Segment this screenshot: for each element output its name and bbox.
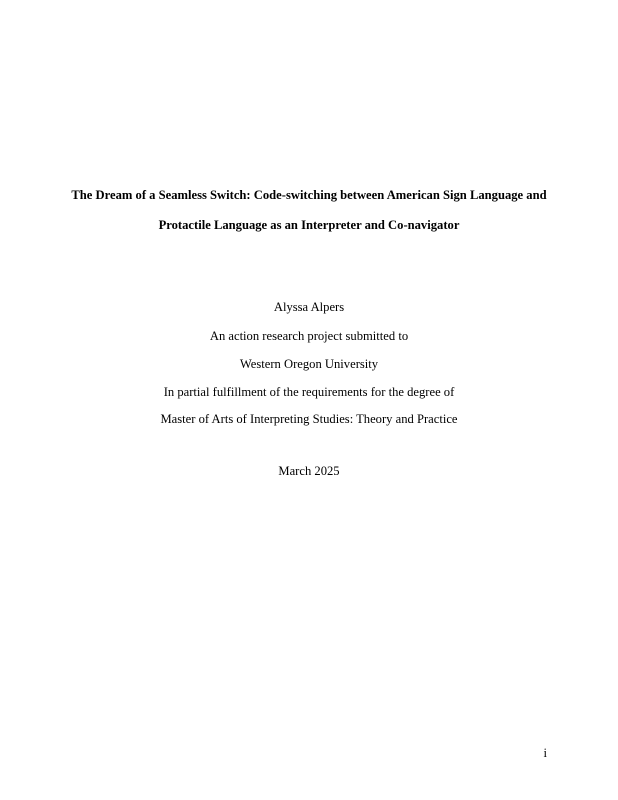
fulfillment-statement: In partial fulfillment of the requirements for the degree of xyxy=(163,385,455,399)
publication-date: March 2025 xyxy=(278,464,340,478)
author-name: Alyssa Alpers xyxy=(273,300,345,314)
institution-name: Western Oregon University xyxy=(239,357,379,371)
page-number: i xyxy=(543,746,547,760)
degree-name: Master of Arts of Interpreting Studies: Theory and Practice xyxy=(160,412,458,426)
submission-statement: An action research project submitted to xyxy=(209,329,409,343)
document-title-line-1: The Dream of a Seamless Switch: Code-switching between American Sign Language and xyxy=(71,188,547,202)
document-title-line-2: Protactile Language as an Interpreter and Co-navigator xyxy=(158,218,460,232)
